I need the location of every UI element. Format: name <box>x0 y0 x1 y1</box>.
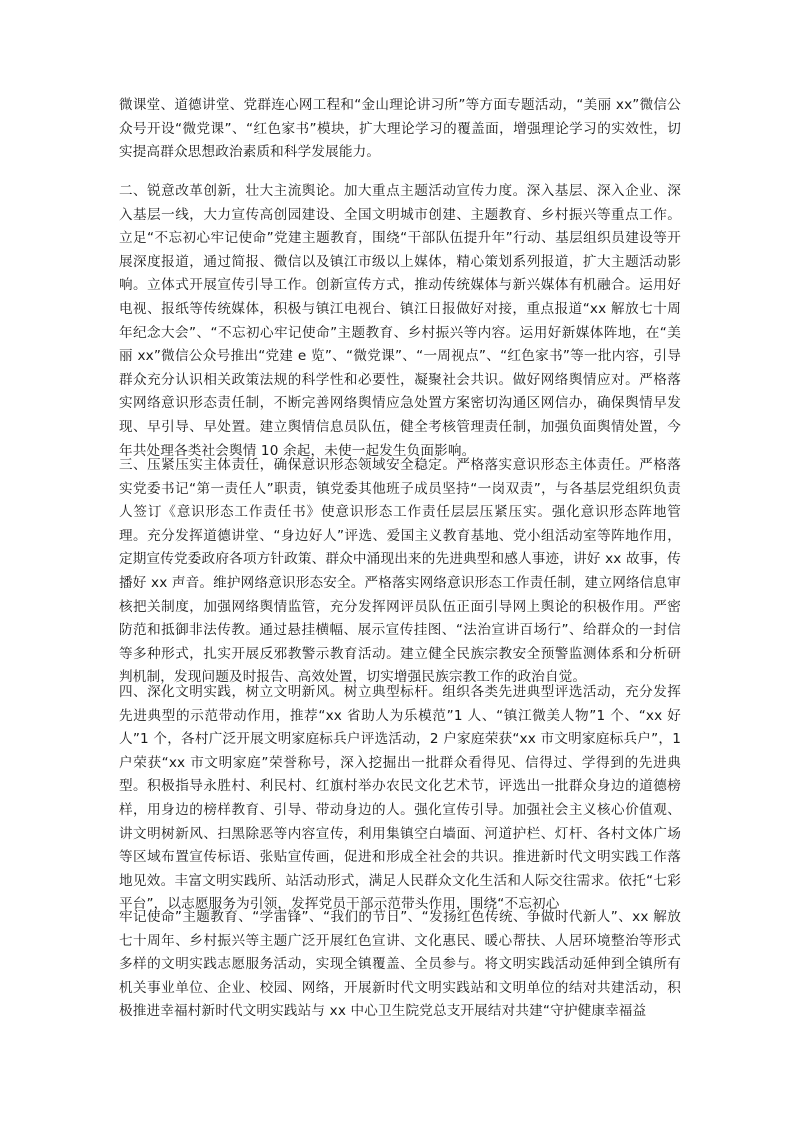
paragraph-section-three <box>119 454 681 690</box>
paragraph-section-four-continuation <box>119 906 681 1024</box>
paragraph-text: 微课堂、道德讲堂、党群连心网工程和“金山理论讲习所”等方面专题活动，“美丽 xx”微信公众号开设“微党课”、“红色家书”模块，扩大理论学习的覆盖面，增强理论学习的实效性，切实提高群众思想政治素质和科学发展能力。 <box>119 97 681 161</box>
paragraph-text: 二、锐意改革创新，壮大主流舆论。加大重点主题活动宣传力度。深入基层、深入企业、深入基层一线，大力宣传高创园建设、全国文明城市创建、主题教育、乡村振兴等重点工作。立足“不忘初心牢记使命”党建主题教育，围绕“干部队伍提升年”行动、基层组织员建设等开展深度报道，通过简报、微信以及镇江市级以上媒体，精心策划系列报道，扩大主题活动影响。立体式开展宣传引导工作。创新宣传方式，推动传统媒体与新兴媒体有机融合。运用好电视、报纸等传统媒体，积极与镇江电视台、镇江日报做好对接，重点报道“xx 解放七十周年纪念大会”、“不忘初心牢记使命”主题教育、乡村振兴等内容。运用好新媒体阵地，在“美丽 xx”微信公众号推出“党建 e 览”、“微党课”、“一周视点”、“红色家书”等一批内容，引导群众充分认识相关政策法规的科学性和必要性，凝聚社会共识。做好网络舆情应对。严格落实网络意识形态责任制，不断完善网络舆情应急处置方案密切沟通区网信办，确保舆情早发现、早引导、早处置。建立舆情信息员队伍，健全考核管理责任制，加强负面舆情处置，今年共处理各类社会舆情 10 余起，未使一起发生负面影响。 <box>119 183 681 459</box>
paragraph-intro-continuation <box>119 94 681 165</box>
paragraph-text: 牢记使命”主题教育、“学雷锋”、“我们的节日”、“发扬红色传统、争做时代新人”、xx 解放七十周年、乡村振兴等主题广泛开展红色宣讲、文化惠民、暖心帮扶、人居环境整治等形式多样的文明实践志愿服务活动，实现全镇覆盖、全员参与。将文明实践活动延伸到全镇所有机关事业单位、企业、校园、网络，开展新时代文明实践站和文明单位的结对共建活动，积极推进幸福村新时代文明实践站与 xx 中心卫生院党总支开展结对共建“守护健康幸福益 <box>119 909 681 1020</box>
paragraph-text: 三、压紧压实主体责任，确保意识形态领域安全稳定。严格落实意识形态主体责任。严格落实党委书记“第一责任人”职责，镇党委其他班子成员坚持“一岗双责”，与各基层党组织负责人签订《意识形态工作责任书》使意识形态工作责任层层压紧压实。强化意识形态阵地管理。充分发挥道德讲堂、“身边好人”评选、爱国主义教育基地、党小组活动室等阵地作用，定期宣传党委政府各项方针政策、群众中涌现出来的先进典型和感人事迹，讲好 xx 故事，传播好 xx 声音。维护网络意识形态安全。严格落实网络意识形态工作责任制，建立网络信息审核把关制度，加强网络舆情监管，充分发挥网评员队伍正面引导网上舆论的积极作用。严密防范和抵御非法传教。通过悬挂横幅、展示宣传挂图、“法治宣讲百场行”、给群众的一封信等多种形式，扎实开展反邪教警示教育活动。建立健全民族宗教安全预警监测体系和分析研判机制，发现问题及时报告、高效处置，切实增强民族宗教工作的政治自觉。 <box>119 457 681 686</box>
paragraph-section-four <box>119 681 681 917</box>
paragraph-text: 四、深化文明实践，树立文明新风。树立典型标杆。组织各类先进典型评选活动，充分发挥先进典型的示范带动作用，推荐“xx 省助人为乐模范”1 人、“镇江微美人物”1 个、“xx 好人”1 个，各村广泛开展文明家庭标兵户评选活动，2 户家庭荣获“xx 市文明家庭标兵户”，1 户荣获“xx 市文明家庭”荣誉称号，深入挖掘出一批群众看得见、信得过、学得到的先进典型。积极指导永胜村、利民村、红旗村举办农民文化艺术节，评选出一批群众身边的道德榜样，用身边的榜样教育、引导、带动身边的人。强化宣传引导。加强社会主义核心价值观、讲文明树新风、扫黑除恶等内容宣传，利用集镇空白墙面、河道护栏、灯杆、各村文体广场等区域布置宣传标语、张贴宣传画，促进和形成全社会的共识。推进新时代文明实践工作落地见效。丰富文明实践所、站活动形式，满足人民群众文化生活和人际交往需求。依托“七彩平台”，以志愿服务为引领，发挥党员干部示范带头作用，围绕“不忘初心 <box>119 684 681 913</box>
paragraph-section-two <box>119 180 681 463</box>
